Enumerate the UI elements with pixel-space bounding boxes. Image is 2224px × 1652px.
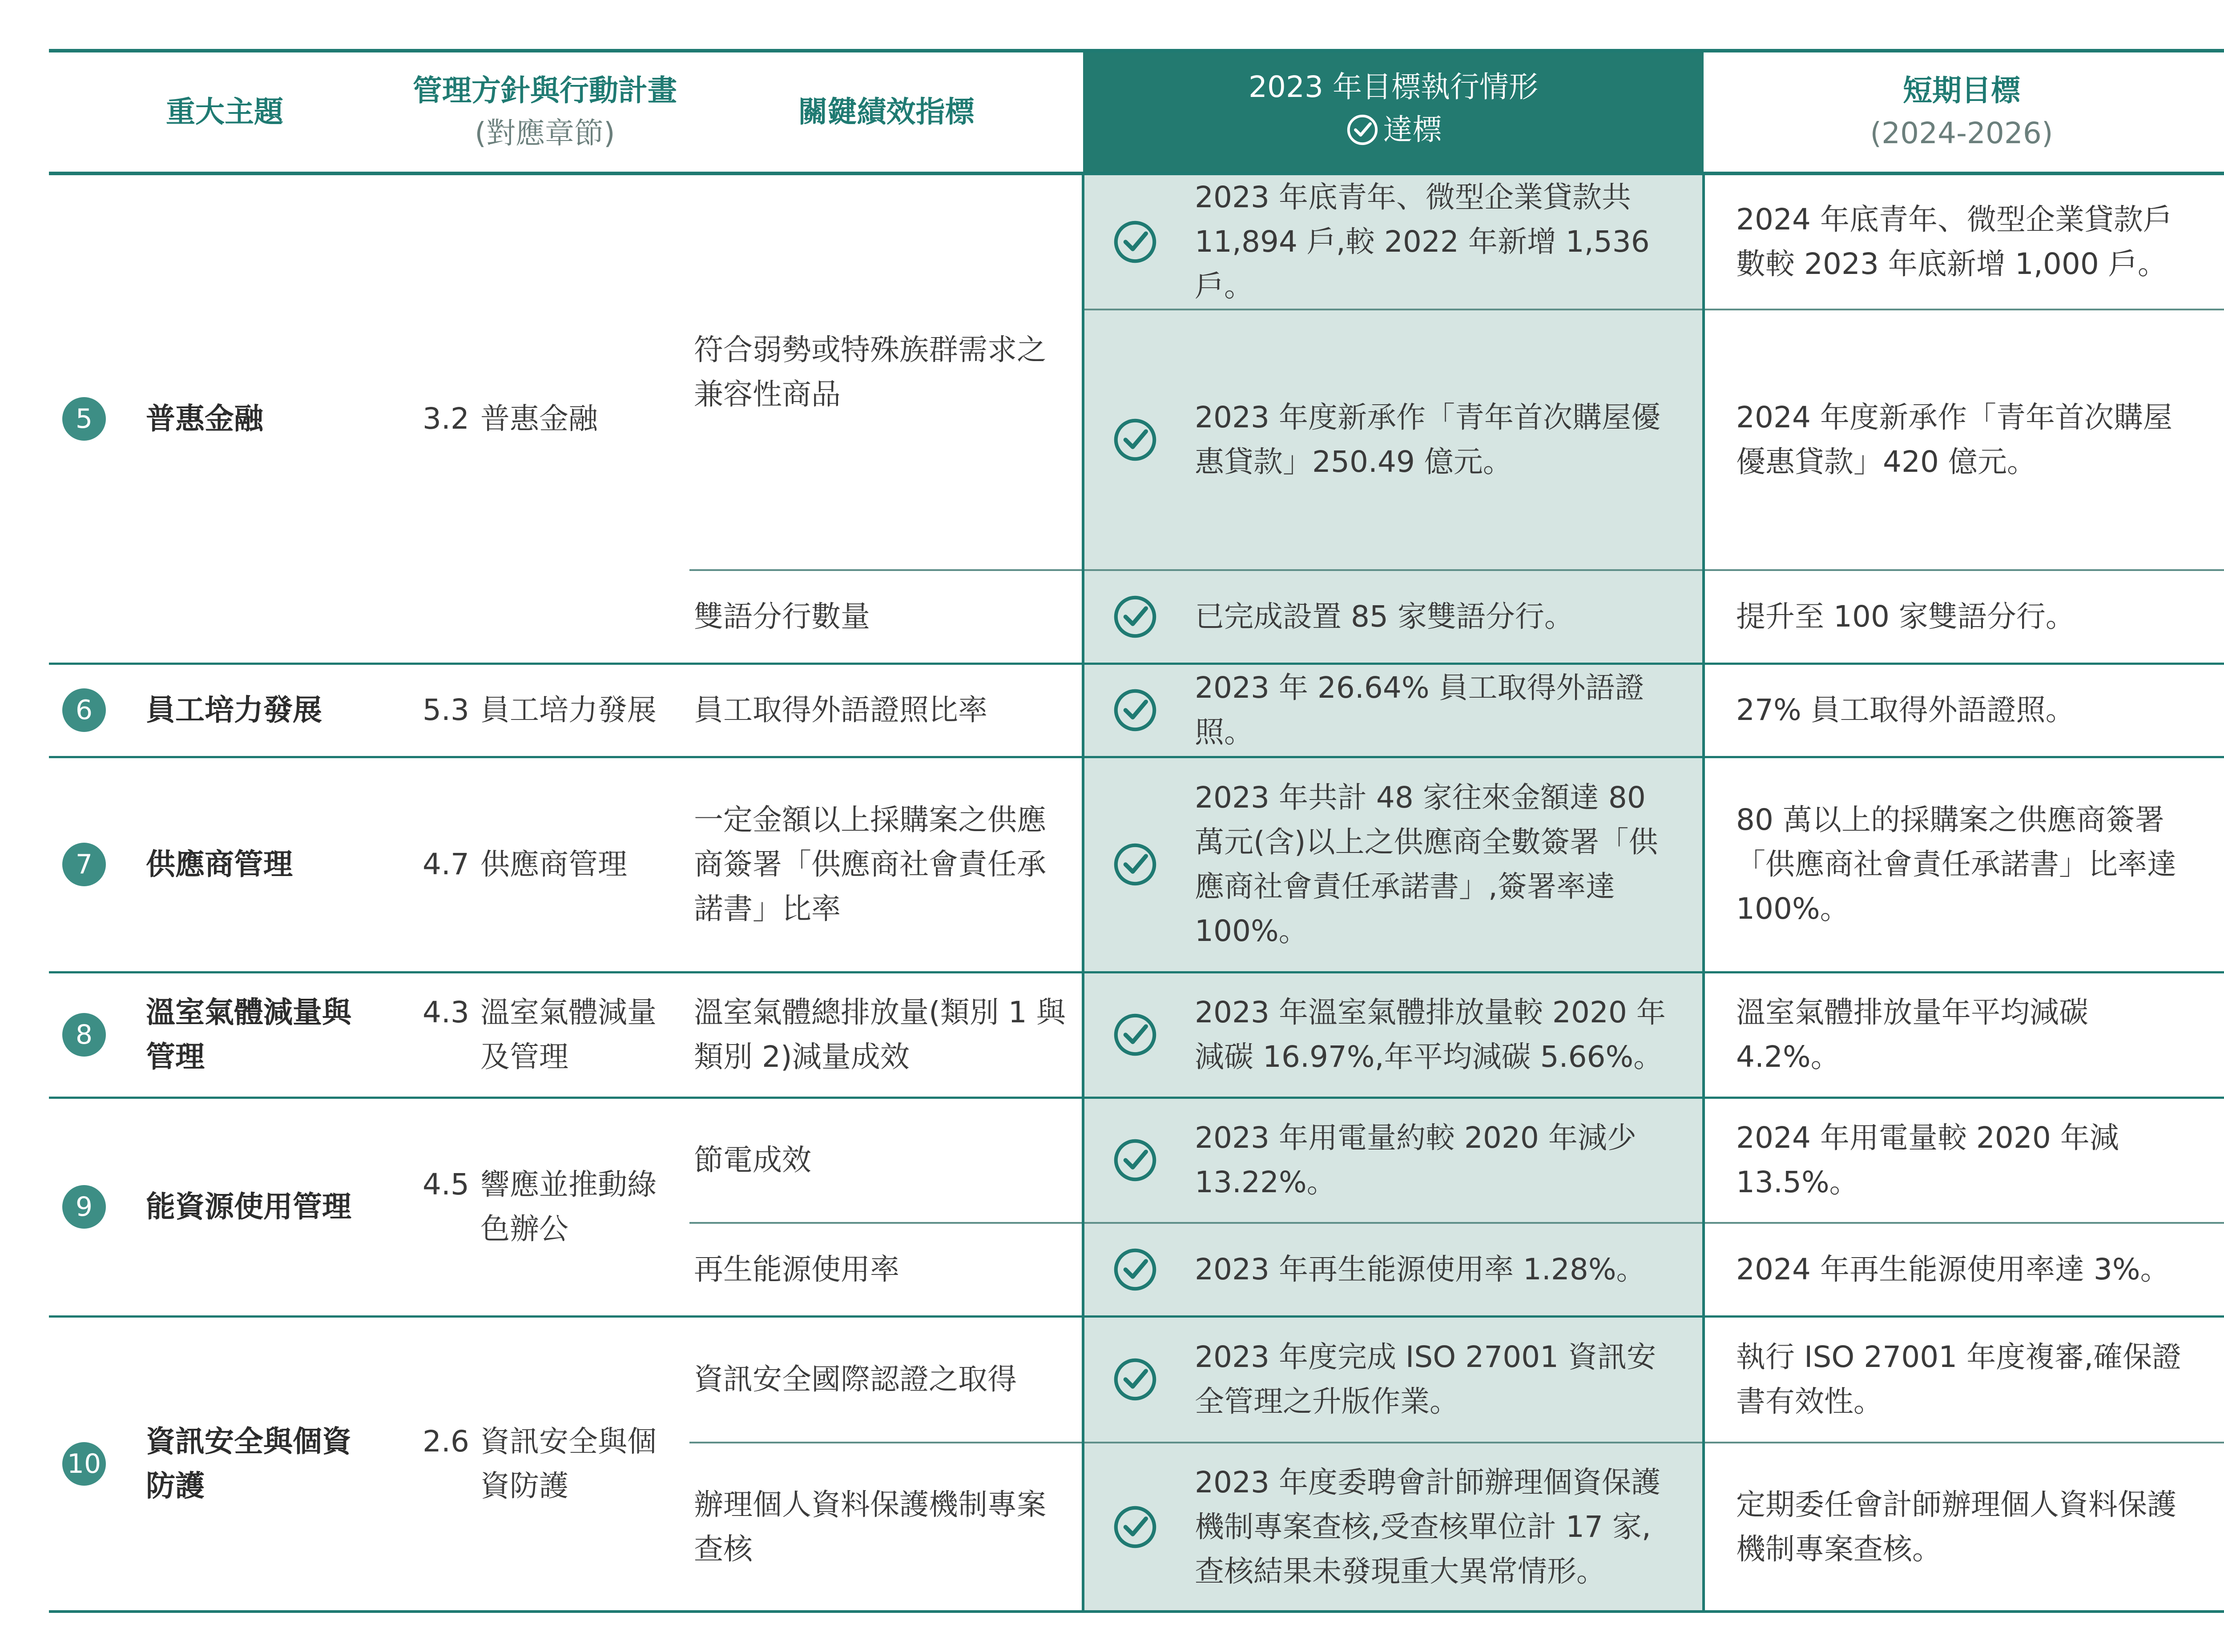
topic-number-badge: 7: [62, 843, 106, 886]
table-row: [49, 972, 2224, 1097]
status-text: 2023 年度完成 ISO 27001 資訊安全管理之升版作業。: [1195, 1340, 1656, 1419]
short-term-cell: [1704, 1223, 2220, 1316]
material-topics-table: [49, 49, 2224, 1613]
status-cell: [1083, 1443, 1704, 1612]
policy-cell: [400, 663, 689, 757]
policy-section-number: 4.5: [423, 1167, 469, 1202]
kpi-cell: [689, 663, 1083, 757]
topic-cell: [49, 757, 400, 972]
header-policy: 管理方針與行動計畫 (對應章節): [413, 73, 677, 150]
long-term-cell: [2220, 309, 2224, 570]
status-cell: [1083, 570, 1704, 663]
long-term-cell: [2220, 1223, 2224, 1316]
topic-name: 普惠金融: [146, 401, 263, 436]
kpi-text: 再生能源使用率: [694, 1252, 899, 1286]
check-circle-icon: [1345, 113, 1380, 147]
policy-cell: [400, 757, 689, 972]
short-term-text: 27% 員工取得外語證照。: [1736, 693, 2075, 727]
topic-name: 資訊安全與個資防護: [146, 1424, 351, 1503]
policy-section-number: 3.2: [423, 401, 469, 436]
topic-name: 供應商管理: [146, 847, 293, 881]
short-term-cell: [1704, 972, 2220, 1097]
topic-number-badge: 9: [62, 1185, 106, 1229]
status-text: 2023 年再生能源使用率 1.28%。: [1195, 1252, 1646, 1286]
status-text: 2023 年用電量約較 2020 年減少 13.22%。: [1195, 1121, 1636, 1200]
check-circle-icon: [1111, 416, 1159, 464]
status-text: 2023 年共計 48 家往來金額達 80 萬元(含)以上之供應商全數簽署「供應商社會責任承諾書」,簽署率達 100%。: [1195, 780, 1658, 948]
status-text: 2023 年底青年、微型企業貸款共 11,894 戶,較 2022 年新增 1,536 戶。: [1195, 180, 1650, 303]
status-text: 2023 年度委聘會計師辦理個資保護機制專案查核,受查核單位計 17 家,查核結果未發現重大異常情形。: [1195, 1465, 1660, 1588]
check-circle-icon: [1111, 686, 1159, 734]
topic-cell: [49, 1316, 400, 1612]
status-cell: [1083, 1223, 1704, 1316]
topic-name: 溫室氣體減量與管理: [146, 995, 351, 1074]
table-row: [49, 1097, 2224, 1223]
policy-cell: [400, 1097, 689, 1316]
topic-cell: [49, 972, 400, 1097]
topic-number-badge: 8: [62, 1013, 106, 1057]
kpi-cell: [689, 1443, 1083, 1612]
status-text: 2023 年度新承作「青年首次購屋優惠貸款」250.49 億元。: [1195, 400, 1660, 479]
policy-cell: [400, 173, 689, 663]
long-term-cell: [2220, 757, 2224, 972]
check-circle-icon: [1111, 1136, 1159, 1184]
status-cell: [1083, 757, 1704, 972]
short-term-text: 80 萬以上的採購案之供應商簽署「供應商社會責任承諾書」比率達 100%。: [1736, 803, 2176, 926]
short-term-text: 執行 ISO 27001 年度複審,確保證書有效性。: [1736, 1340, 2182, 1419]
check-circle-icon: [1111, 593, 1159, 641]
long-term-cell: [2220, 173, 2224, 309]
status-cell: [1083, 173, 1704, 309]
check-circle-icon: [1111, 1246, 1159, 1294]
policy-section-name: 響應並推動綠色辦公: [480, 1167, 657, 1246]
topic-number-badge: 5: [62, 397, 106, 441]
status-cell: [1083, 1316, 1704, 1443]
table-header-row: [49, 51, 2224, 173]
kpi-cell: [689, 757, 1083, 972]
topic-number-badge: 6: [62, 688, 106, 732]
policy-section-number: 2.6: [423, 1424, 469, 1459]
policy-section-number: 5.3: [423, 693, 469, 727]
policy-section-name: 溫室氣體減量及管理: [480, 995, 657, 1074]
topic-cell: [49, 663, 400, 757]
kpi-cell: [689, 570, 1083, 663]
header-topic: 重大主題: [166, 95, 283, 129]
short-term-cell: [1704, 757, 2220, 972]
kpi-cell: [689, 1097, 1083, 1223]
esg-target-table-page: [49, 49, 2224, 1613]
status-cell: [1083, 663, 1704, 757]
policy-section-name: 員工培力發展: [480, 693, 657, 727]
check-circle-icon: [1111, 1011, 1159, 1059]
short-term-text: 提升至 100 家雙語分行。: [1736, 599, 2075, 634]
kpi-text: 資訊安全國際認證之取得: [694, 1362, 1017, 1397]
policy-section-name: 資訊安全與個資防護: [480, 1424, 657, 1503]
short-term-cell: [1704, 663, 2220, 757]
long-term-cell: [2220, 663, 2224, 757]
policy-section-number: 4.3: [423, 995, 469, 1029]
short-term-text: 2024 年度新承作「青年首次購屋優惠貸款」420 億元。: [1736, 400, 2172, 479]
kpi-text: 節電成效: [694, 1143, 811, 1178]
kpi-cell: [689, 173, 1083, 570]
kpi-text: 雙語分行數量: [694, 599, 870, 634]
policy-cell: [400, 1316, 689, 1612]
policy-cell: [400, 972, 689, 1097]
check-circle-icon: [1111, 1355, 1159, 1403]
kpi-cell: [689, 1223, 1083, 1316]
kpi-text: 辦理個人資料保護機制專案查核: [694, 1487, 1046, 1566]
long-term-cell: [2220, 1443, 2224, 1612]
short-term-text: 2024 年底青年、微型企業貸款戶數較 2023 年底新增 1,000 戶。: [1736, 202, 2172, 281]
table-row: [49, 757, 2224, 972]
topic-name: 員工培力發展: [146, 693, 322, 727]
long-term-cell: [2220, 1097, 2224, 1223]
status-cell: [1083, 1097, 1704, 1223]
kpi-text: 符合弱勢或特殊族群需求之兼容性商品: [694, 333, 1046, 411]
long-term-cell: [2220, 1316, 2224, 1443]
header-status: 2023 年目標執行情形 達標: [1083, 51, 1704, 173]
short-term-text: 2024 年用電量較 2020 年減 13.5%。: [1736, 1121, 2119, 1200]
short-term-cell: [1704, 173, 2220, 309]
short-term-cell: [1704, 1097, 2220, 1223]
short-term-cell: [1704, 1316, 2220, 1443]
short-term-cell: [1704, 1443, 2220, 1612]
table-row: [49, 663, 2224, 757]
table-row: [49, 1316, 2224, 1443]
policy-section-name: 供應商管理: [480, 847, 627, 881]
short-term-cell: [1704, 570, 2220, 663]
topic-cell: [49, 1097, 400, 1316]
kpi-cell: [689, 1316, 1083, 1443]
long-term-cell: [2220, 570, 2224, 663]
table-row: [49, 173, 2224, 309]
kpi-text: 員工取得外語證照比率: [694, 693, 987, 727]
long-term-cell: [2220, 972, 2224, 1097]
short-term-text: 定期委任會計師辦理個人資料保護機制專案查核。: [1736, 1487, 2176, 1566]
check-circle-icon: [1111, 1503, 1159, 1551]
policy-section-name: 普惠金融: [480, 401, 598, 436]
status-text: 2023 年 26.64% 員工取得外語證照。: [1195, 671, 1644, 749]
header-long-term: [2220, 51, 2224, 173]
short-term-text: 2024 年再生能源使用率達 3%。: [1736, 1252, 2170, 1286]
topic-cell: [49, 173, 400, 663]
status-text: 2023 年溫室氣體排放量較 2020 年減碳 16.97%,年平均減碳 5.66%。: [1195, 995, 1666, 1074]
header-kpi: 關鍵績效指標: [798, 95, 975, 129]
topic-number-badge: 10: [62, 1442, 106, 1486]
kpi-text: 一定金額以上採購案之供應商簽署「供應商社會責任承諾書」比率: [694, 803, 1046, 926]
status-cell: [1083, 309, 1704, 570]
check-circle-icon: [1111, 218, 1159, 266]
kpi-text: 溫室氣體總排放量(類別 1 與類別 2)減量成效: [694, 995, 1066, 1074]
short-term-text: 溫室氣體排放量年平均減碳 4.2%。: [1736, 995, 2088, 1074]
policy-section-number: 4.7: [423, 847, 469, 881]
achieved-legend: 達標: [1345, 109, 1442, 151]
topic-name: 能資源使用管理: [146, 1190, 351, 1224]
status-text: 已完成設置 85 家雙語分行。: [1195, 599, 1574, 634]
short-term-cell: [1704, 309, 2220, 570]
check-circle-icon: [1111, 840, 1159, 888]
kpi-cell: [689, 972, 1083, 1097]
header-short-term: 短期目標 (2024-2026): [1870, 73, 2053, 150]
status-cell: [1083, 972, 1704, 1097]
